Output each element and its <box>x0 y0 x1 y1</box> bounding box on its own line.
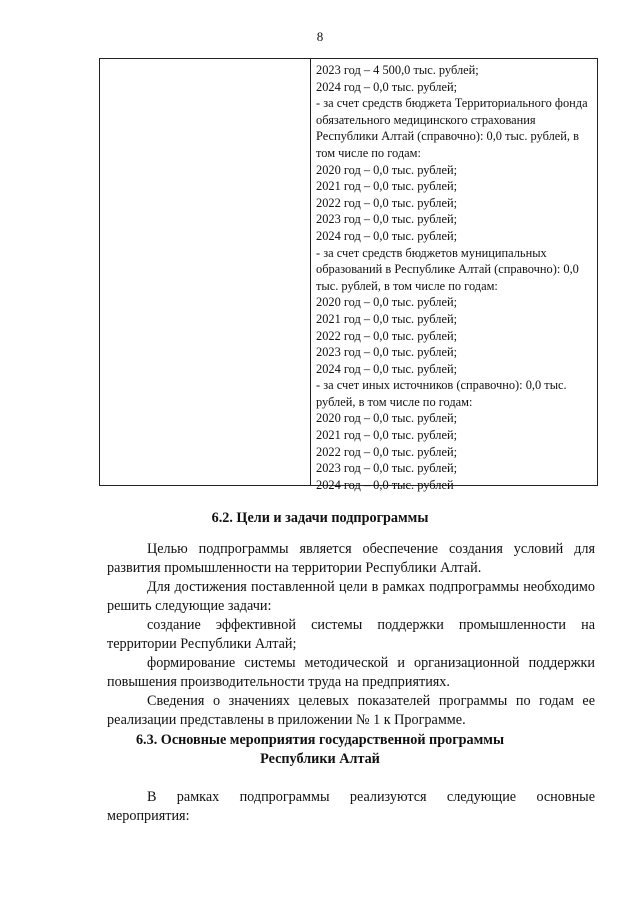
financing-line: обязательного медицинского страхования <box>316 112 536 127</box>
financing-line: 2024 год – 0,0 тыс. рублей <box>316 477 454 492</box>
financing-amounts-cell <box>316 62 596 493</box>
financing-line: 2024 год – 0,0 тыс. рублей; <box>316 361 458 376</box>
financing-line: - за счет средств бюджетов муниципальных <box>316 245 547 260</box>
financing-line: Республики Алтай (справочно): 0,0 тыс. рублей, в <box>316 129 579 144</box>
financing-line: 2023 год – 0,0 тыс. рублей; <box>316 212 458 227</box>
section-6-3-heading-line-2: Республики Алтай <box>260 751 380 767</box>
financing-line: 2020 год – 0,0 тыс. рублей; <box>316 162 458 177</box>
financing-line: 2020 год – 0,0 тыс. рублей; <box>316 295 458 310</box>
financing-line: 2021 год – 0,0 тыс. рублей; <box>316 179 458 194</box>
financing-line: 2022 год – 0,0 тыс. рублей; <box>316 444 458 459</box>
financing-line: 2021 год – 0,0 тыс. рублей; <box>316 428 458 443</box>
task-item-1: создание эффективной системы поддержки промышленности на территории Республики Алтай; <box>107 617 595 652</box>
financing-line: рублей, в том числе по годам: <box>316 394 473 409</box>
financing-line: 2022 год – 0,0 тыс. рублей; <box>316 328 458 343</box>
financing-line: 2023 год – 4 500,0 тыс. рублей; <box>316 63 479 77</box>
financing-line: образований в Республике Алтай (справочно): 0,0 <box>316 262 579 277</box>
financing-line: 2023 год – 0,0 тыс. рублей; <box>316 345 458 360</box>
financing-line: 2024 год – 0,0 тыс. рублей; <box>316 79 458 94</box>
section-6-3-body <box>107 788 595 826</box>
page-number: 8 <box>316 29 324 44</box>
financing-line: 2021 год – 0,0 тыс. рублей; <box>316 311 458 326</box>
financing-line: тыс. рублей, в том числе по годам: <box>316 278 498 293</box>
measures-intro-line-2: мероприятия: <box>107 808 190 824</box>
financing-line: 2020 год – 0,0 тыс. рублей; <box>316 411 458 426</box>
section-6-2-heading: 6.2. Цели и задачи подпрограммы <box>211 510 429 526</box>
table-column-divider <box>310 59 311 485</box>
financing-line: том числе по годам: <box>316 145 421 160</box>
section-6-2-body <box>107 540 595 730</box>
section-6-3-heading-line-1: 6.3. Основные мероприятия государственной программы <box>135 732 505 748</box>
section-6-3-heading <box>0 731 640 769</box>
tasks-intro-paragraph: Для достижения поставленной цели в рамках подпрограммы необходимо решить следующие задачи: <box>107 579 595 614</box>
financing-line: 2022 год – 0,0 тыс. рублей; <box>316 195 458 210</box>
financing-table <box>99 58 598 492</box>
financing-line: - за счет иных источников (справочно): 0,0 тыс. <box>316 378 567 393</box>
financing-line: 2023 год – 0,0 тыс. рублей; <box>316 461 458 476</box>
financing-line: - за счет средств бюджета Территориального фонда <box>316 96 588 111</box>
indicators-paragraph: Сведения о значениях целевых показателей программы по годам ее реализации представлены в приложении № 1 к Программе. <box>107 693 595 728</box>
financing-line: 2024 год – 0,0 тыс. рублей; <box>316 228 458 243</box>
goal-paragraph: Целью подпрограммы является обеспечение создания условий для развития промышленности на территории Республики Алтай. <box>107 541 595 576</box>
measures-intro-line-1: В рамках подпрограммы реализуются следующие основные <box>147 789 595 805</box>
task-item-2: формирование системы методической и организационной поддержки повышения производительности труда на предприятиях. <box>107 655 595 690</box>
